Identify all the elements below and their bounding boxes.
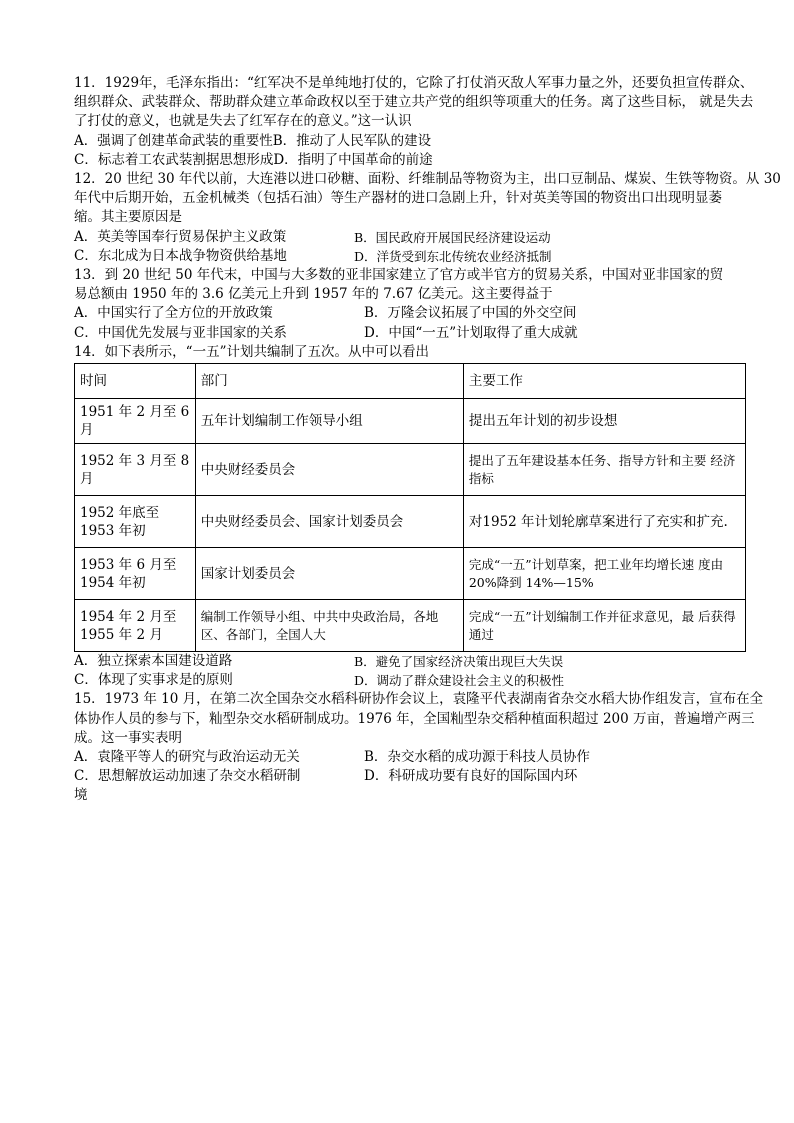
table-cell: 1953 年 6 月至 1954 年初	[75, 548, 196, 600]
option-row	[74, 767, 746, 786]
option-b: B．杂交水稻的成功源于科技人员协作	[364, 749, 590, 766]
exam-page	[74, 74, 781, 806]
option-a: A．独立探索本国建设道路	[74, 653, 233, 670]
question-stem-line: 15．1973 年 10 月，在第二次全国杂交水稻科研协作会议上，袁隆平代表湖南省杂交水稻大协作组发言，宣布在全	[74, 691, 764, 708]
question-stem-line: 缩。其主要原因是	[74, 209, 182, 226]
table-header-cell: 时间	[75, 364, 196, 399]
plan-table	[74, 363, 746, 652]
option-d: D．调动了群众建设社会主义的积极性	[354, 673, 565, 689]
question-14	[74, 343, 746, 691]
option-line: A．强调了创建革命武装的重要性B．推动了人民军队的建设	[74, 132, 432, 149]
option-wrap-tail: 境	[74, 787, 88, 804]
option-b: B．万隆会议拓展了中国的外交空间	[364, 305, 577, 322]
table-cell: 国家计划委员会	[195, 548, 463, 600]
question-stem-line: 14．如下表所示，“一五”计划共编制了五次。从中可以看出	[74, 343, 429, 360]
question-stem-line: 12．20 世纪 30 年代以前，大连港以进口砂糖、面粉、纤维制品等物资为主，出口豆制品、煤炭、生铁等物资。从 30	[74, 171, 781, 188]
option-b: B．避免了国家经济决策出现巨大失误	[354, 654, 564, 670]
option-row	[74, 671, 746, 690]
table-header-cell: 部门	[195, 364, 463, 399]
question-stem-line: 年代中后期开始，五金机械类（包括石油）等生产器材的进口急剧上升，针对英美等国的物资出口出现明显萎	[74, 190, 722, 207]
table-cell: 提出五年计划的初步设想	[463, 399, 745, 444]
table-cell: 中央财经委员会、国家计划委员会	[195, 496, 463, 548]
table-row	[75, 496, 746, 548]
table-cell: 1952 年底至 1953 年初	[75, 496, 196, 548]
table-cell: 完成“一五”计划编制工作并征求意见，最 后获得通过	[463, 600, 745, 652]
table-cell: 编制工作领导小组、中共中央政治局，各地区、各部门，全国人大	[195, 600, 463, 652]
option-c: C．体现了实事求是的原则	[74, 672, 233, 689]
question-15	[74, 690, 764, 805]
table-cell: 完成“一五”计划草案，把工业年均增长速 度由 20%降到 14%—15%	[463, 548, 745, 600]
table-cell: 对1952 年计划轮廓草案进行了充实和扩充.	[463, 496, 745, 548]
option-d: D．科研成功要有良好的国际国内环	[364, 768, 578, 785]
option-a: A．袁隆平等人的研究与政治运动无关	[74, 749, 300, 766]
option-row	[74, 748, 746, 767]
question-stem-line: 13．到 20 世纪 50 年代末，中国与大多数的亚非国家建立了官方或半官方的贸易关系，中国对亚非国家的贸	[74, 267, 724, 284]
option-a: A．英美等国奉行贸易保护主义政策	[74, 228, 287, 245]
option-a: A．中国实行了全方位的开放政策	[74, 305, 273, 322]
option-d: D．洋货受到东北传统农业经济抵制	[354, 248, 552, 264]
option-b: B．国民政府开展国民经济建设运动	[354, 229, 551, 245]
question-stem-line: 易总额由 1950 年的 3.6 亿美元上升到 1957 年的 7.67 亿美元。这主要得益于	[74, 286, 553, 303]
question-stem-line: 成。这一事实表明	[74, 729, 182, 746]
table-cell: 提出了五年建设基本任务、指导方针和主要 经济指标	[463, 444, 745, 496]
table-cell: 1952 年 3 月至 8 月	[75, 444, 196, 496]
table-row	[75, 548, 746, 600]
question-stem-line: 了打仗的意义，也就是失去了红军存在的意义。”这一认识	[74, 113, 412, 130]
table-cell: 1951 年 2 月至 6 月	[75, 399, 196, 444]
table-header-row	[75, 364, 746, 399]
question-stem-line: 体协作人员的参与下，籼型杂交水稻研制成功。1976 年，全国籼型杂交稻种植面积超过 200 万亩，普遍增产两三	[74, 710, 755, 727]
option-row	[74, 304, 746, 323]
option-line: C．标志着工农武装割据思想形成D．指明了中国革命的前途	[74, 151, 433, 168]
option-row	[74, 228, 746, 247]
question-13	[74, 266, 746, 343]
question-11	[74, 74, 754, 170]
table-cell: 1954 年 2 月至 1955 年 2 月	[75, 600, 196, 652]
option-c: C．东北成为日本战争物资供给基地	[74, 247, 287, 264]
table-row	[75, 444, 746, 496]
option-c: C．中国优先发展与亚非国家的关系	[74, 324, 287, 341]
option-d: D．中国“一五”计划取得了重大成就	[364, 324, 578, 341]
question-12	[74, 170, 781, 266]
question-stem-line: 组织群众、武装群众、帮助群众建立革命政权以至于建立共产党的组织等项重大的任务。离了这些目标， 就是失去	[74, 94, 754, 111]
option-row	[74, 652, 746, 671]
option-row	[74, 324, 746, 343]
option-row	[74, 247, 746, 266]
table-row	[75, 600, 746, 652]
option-c: C．思想解放运动加速了杂交水稻研制	[74, 768, 301, 785]
question-stem-line: 11．1929年，毛泽东指出：“红军决不是单纯地打仗的，它除了打仗消灭敌人军事力量之外，还要负担宣传群众、	[74, 75, 754, 91]
table-header-cell: 主要工作	[463, 364, 745, 399]
table-row	[75, 399, 746, 444]
table-cell: 五年计划编制工作领导小组	[195, 399, 463, 444]
table-cell: 中央财经委员会	[195, 444, 463, 496]
